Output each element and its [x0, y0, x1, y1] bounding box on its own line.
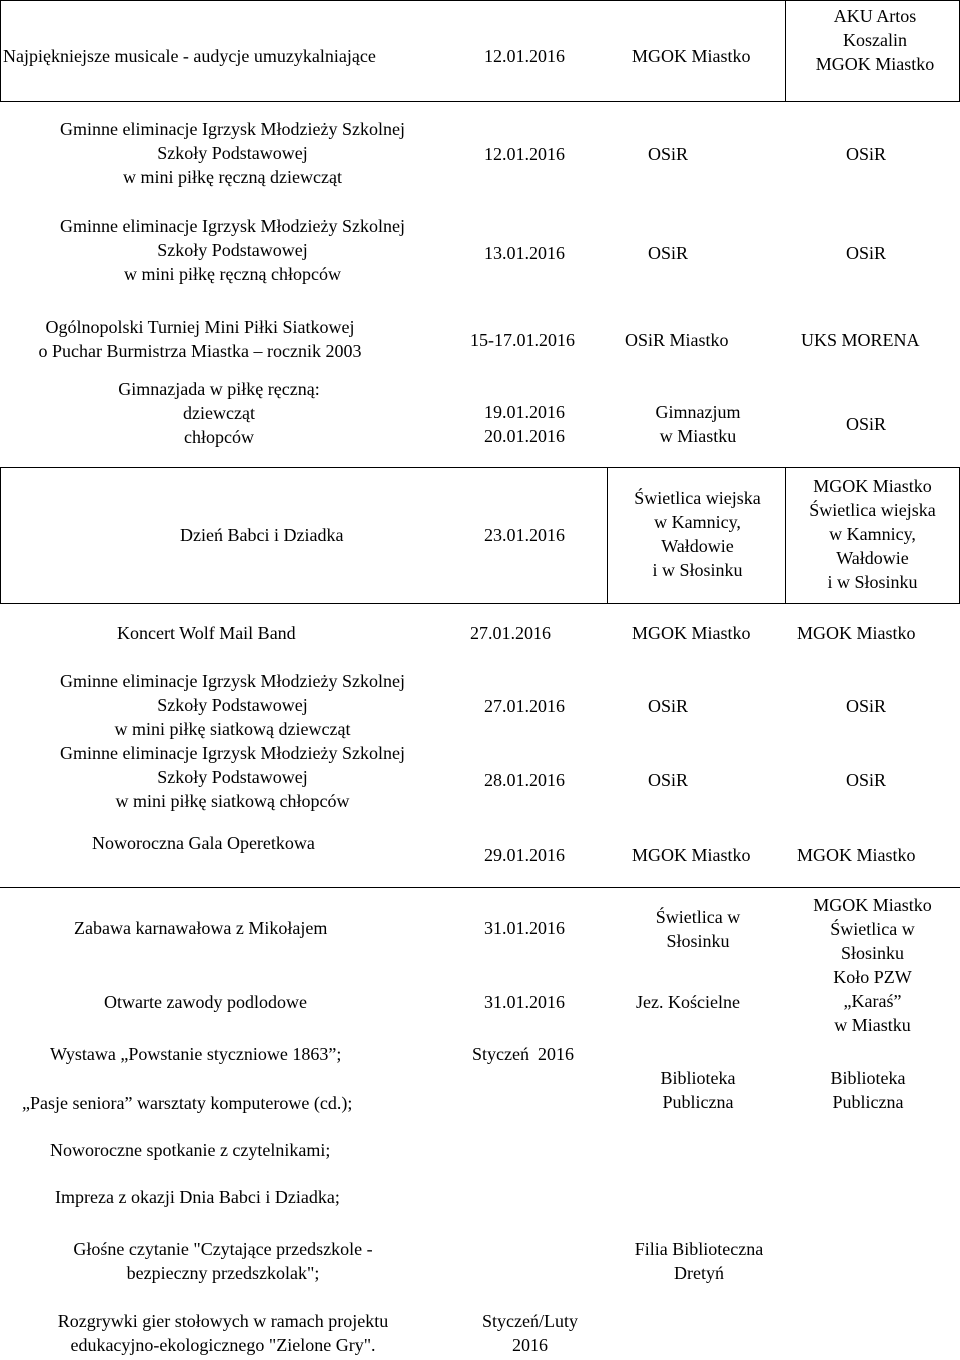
event-line: o Puchar Burmistrza Miastka – rocznik 2003	[38, 341, 362, 361]
organizer-line: w Miastku	[834, 1015, 911, 1035]
date-line: Styczeń/Luty	[482, 1311, 578, 1331]
event-line: Gminne eliminacje Igrzysk Młodzieży Szkolnej	[60, 216, 405, 236]
place-line: Filia Biblioteczna	[634, 1239, 764, 1259]
date-line: 2016	[512, 1335, 548, 1355]
organizer-line: MGOK Miastko	[813, 895, 932, 915]
date-cell: 29.01.2016	[484, 845, 565, 865]
event-line: w mini piłkę siatkową chłopców	[115, 791, 350, 811]
organizer-line: Koszalin	[843, 30, 907, 50]
column-divider	[607, 467, 608, 603]
organizer-cell: OSiR	[846, 144, 887, 164]
organizer-cell: MGOK Miastko	[797, 623, 916, 643]
organizer-line: w Kamnicy,	[829, 524, 916, 544]
place-cell: OSiR	[648, 770, 689, 790]
event-line: Gminne eliminacje Igrzysk Młodzieży Szkolnej	[60, 671, 405, 691]
place-line: i w Słosinku	[652, 560, 743, 580]
row-divider	[0, 887, 960, 888]
date-cell: 31.01.2016	[484, 992, 565, 1012]
organizer-line: Wałdowie	[836, 548, 909, 568]
event-cell: Koncert Wolf Mail Band	[117, 623, 296, 643]
event-line: Szkoły Podstawowej	[157, 240, 308, 260]
place-cell	[630, 1066, 766, 1114]
row-divider	[0, 467, 960, 468]
date-cell	[484, 400, 565, 448]
place-line: Wałdowie	[661, 536, 734, 556]
organizer-cell	[790, 474, 955, 594]
place-cell: OSiR	[648, 696, 689, 716]
place-cell: OSiR	[648, 243, 689, 263]
event-line: Rozgrywki gier stołowych w ramach projektu	[57, 1311, 389, 1331]
row-divider	[0, 0, 960, 1]
place-cell	[630, 400, 766, 448]
organizer-cell: OSiR	[846, 243, 887, 263]
event-cell: Zabawa karnawałowa z Mikołajem	[74, 918, 328, 938]
event-line: Szkoły Podstawowej	[157, 767, 308, 787]
date-cell: 23.01.2016	[484, 525, 565, 545]
date-cell: 28.01.2016	[484, 770, 565, 790]
event-line: edukacyjno-ekologicznego "Zielone Gry".	[70, 1335, 376, 1355]
place-line: w Miastku	[659, 426, 737, 446]
row-divider	[0, 603, 960, 604]
row-divider	[0, 101, 960, 102]
date-cell: 12.01.2016	[484, 144, 565, 164]
date-cell: 31.01.2016	[484, 918, 565, 938]
place-cell	[615, 486, 780, 582]
organizer-line: Słosinku	[840, 943, 905, 963]
event-line: Szkoły Podstawowej	[157, 143, 308, 163]
place-line: Świetlica w	[655, 907, 741, 927]
event-cell	[0, 315, 400, 363]
event-line: w mini piłkę ręczną dziewcząt	[123, 167, 342, 187]
event-cell	[0, 214, 465, 286]
organizer-cell: OSiR	[846, 696, 887, 716]
place-cell: MGOK Miastko	[632, 46, 751, 66]
place-line: Słosinku	[666, 931, 730, 951]
event-line: w mini piłkę ręczną chłopców	[124, 264, 341, 284]
column-divider	[785, 0, 786, 101]
event-line: Gminne eliminacje Igrzysk Młodzieży Szkolnej	[60, 743, 405, 763]
organizer-cell	[795, 4, 955, 76]
organizer-line: AKU Artos	[833, 6, 917, 26]
event-cell	[0, 669, 465, 813]
organizer-cell	[800, 1066, 936, 1114]
event-line: Szkoły Podstawowej	[157, 695, 308, 715]
event-line: bezpieczny przedszkolak";	[126, 1263, 320, 1283]
place-cell: MGOK Miastko	[632, 623, 751, 643]
date-line: 19.01.2016	[484, 402, 565, 422]
event-cell	[0, 377, 438, 449]
event-cell	[0, 117, 465, 189]
place-cell: MGOK Miastko	[632, 845, 751, 865]
organizer-cell: MGOK Miastko	[797, 845, 916, 865]
organizer-cell: UKS MORENA	[801, 330, 920, 350]
place-cell: OSiR	[648, 144, 689, 164]
event-line: w mini piłkę siatkową dziewcząt	[114, 719, 351, 739]
event-line: Gimnazjada w piłkę ręczną:	[118, 379, 320, 399]
date-cell: 12.01.2016	[484, 46, 565, 66]
date-cell: 27.01.2016	[470, 623, 551, 643]
place-line: Dretyń	[674, 1263, 724, 1283]
organizer-cell: OSiR	[846, 414, 887, 434]
event-cell: Impreza z okazji Dnia Babci i Dziadka;	[55, 1187, 340, 1207]
event-cell: Dzień Babci i Dziadka	[180, 525, 344, 545]
place-cell	[630, 905, 766, 953]
column-divider	[0, 0, 1, 101]
date-line: 20.01.2016	[484, 426, 565, 446]
date-cell	[462, 1309, 598, 1357]
event-line: Gminne eliminacje Igrzysk Młodzieży Szkolnej	[60, 119, 405, 139]
organizer-line: i w Słosinku	[827, 572, 918, 592]
event-cell: Najpiękniejsze musicale - audycje umuzykalniające	[3, 46, 376, 66]
event-cell	[0, 1237, 446, 1285]
organizer-cell	[790, 893, 955, 1037]
event-cell	[0, 1309, 446, 1357]
event-cell: Noworoczne spotkanie z czytelnikami;	[50, 1140, 331, 1160]
organizer-line: Świetlica wiejska	[809, 500, 936, 520]
organizer-line: Koło PZW	[833, 967, 912, 987]
place-line: Świetlica wiejska	[634, 488, 761, 508]
organizer-line: „Karaś”	[843, 991, 902, 1011]
column-divider	[785, 467, 786, 603]
place-line: w Kamnicy,	[654, 512, 741, 532]
date-cell: 15-17.01.2016	[470, 330, 575, 350]
event-line: Głośne czytanie "Czytające przedszkole -	[73, 1239, 373, 1259]
place-cell: Jez. Kościelne	[636, 992, 740, 1012]
event-cell: Wystawa „Powstanie styczniowe 1863”;	[50, 1044, 342, 1064]
organizer-line: MGOK Miastko	[813, 476, 932, 496]
event-cell: „Pasje seniora” warsztaty komputerowe (cd.);	[22, 1093, 353, 1113]
date-cell: Styczeń 2016	[472, 1044, 574, 1064]
place-cell	[614, 1237, 784, 1285]
organizer-cell: OSiR	[846, 770, 887, 790]
event-cell: Otwarte zawody podlodowe	[104, 992, 307, 1012]
date-cell: 27.01.2016	[484, 696, 565, 716]
event-cell: Noworoczna Gala Operetkowa	[92, 833, 315, 853]
organizer-line: Świetlica w	[830, 919, 915, 939]
place-line: Gimnazjum	[655, 402, 741, 422]
place-line: Biblioteka	[660, 1068, 736, 1088]
organizer-line: Biblioteka	[830, 1068, 906, 1088]
organizer-line: MGOK Miastko	[815, 54, 935, 74]
place-cell: OSiR Miastko	[625, 330, 729, 350]
organizer-line: Publiczna	[832, 1092, 904, 1112]
column-divider	[0, 467, 1, 603]
event-line: chłopców	[184, 427, 254, 447]
event-line: Ogólnopolski Turniej Mini Piłki Siatkowej	[45, 317, 355, 337]
place-line: Publiczna	[662, 1092, 734, 1112]
date-cell: 13.01.2016	[484, 243, 565, 263]
event-line: dziewcząt	[183, 403, 255, 423]
